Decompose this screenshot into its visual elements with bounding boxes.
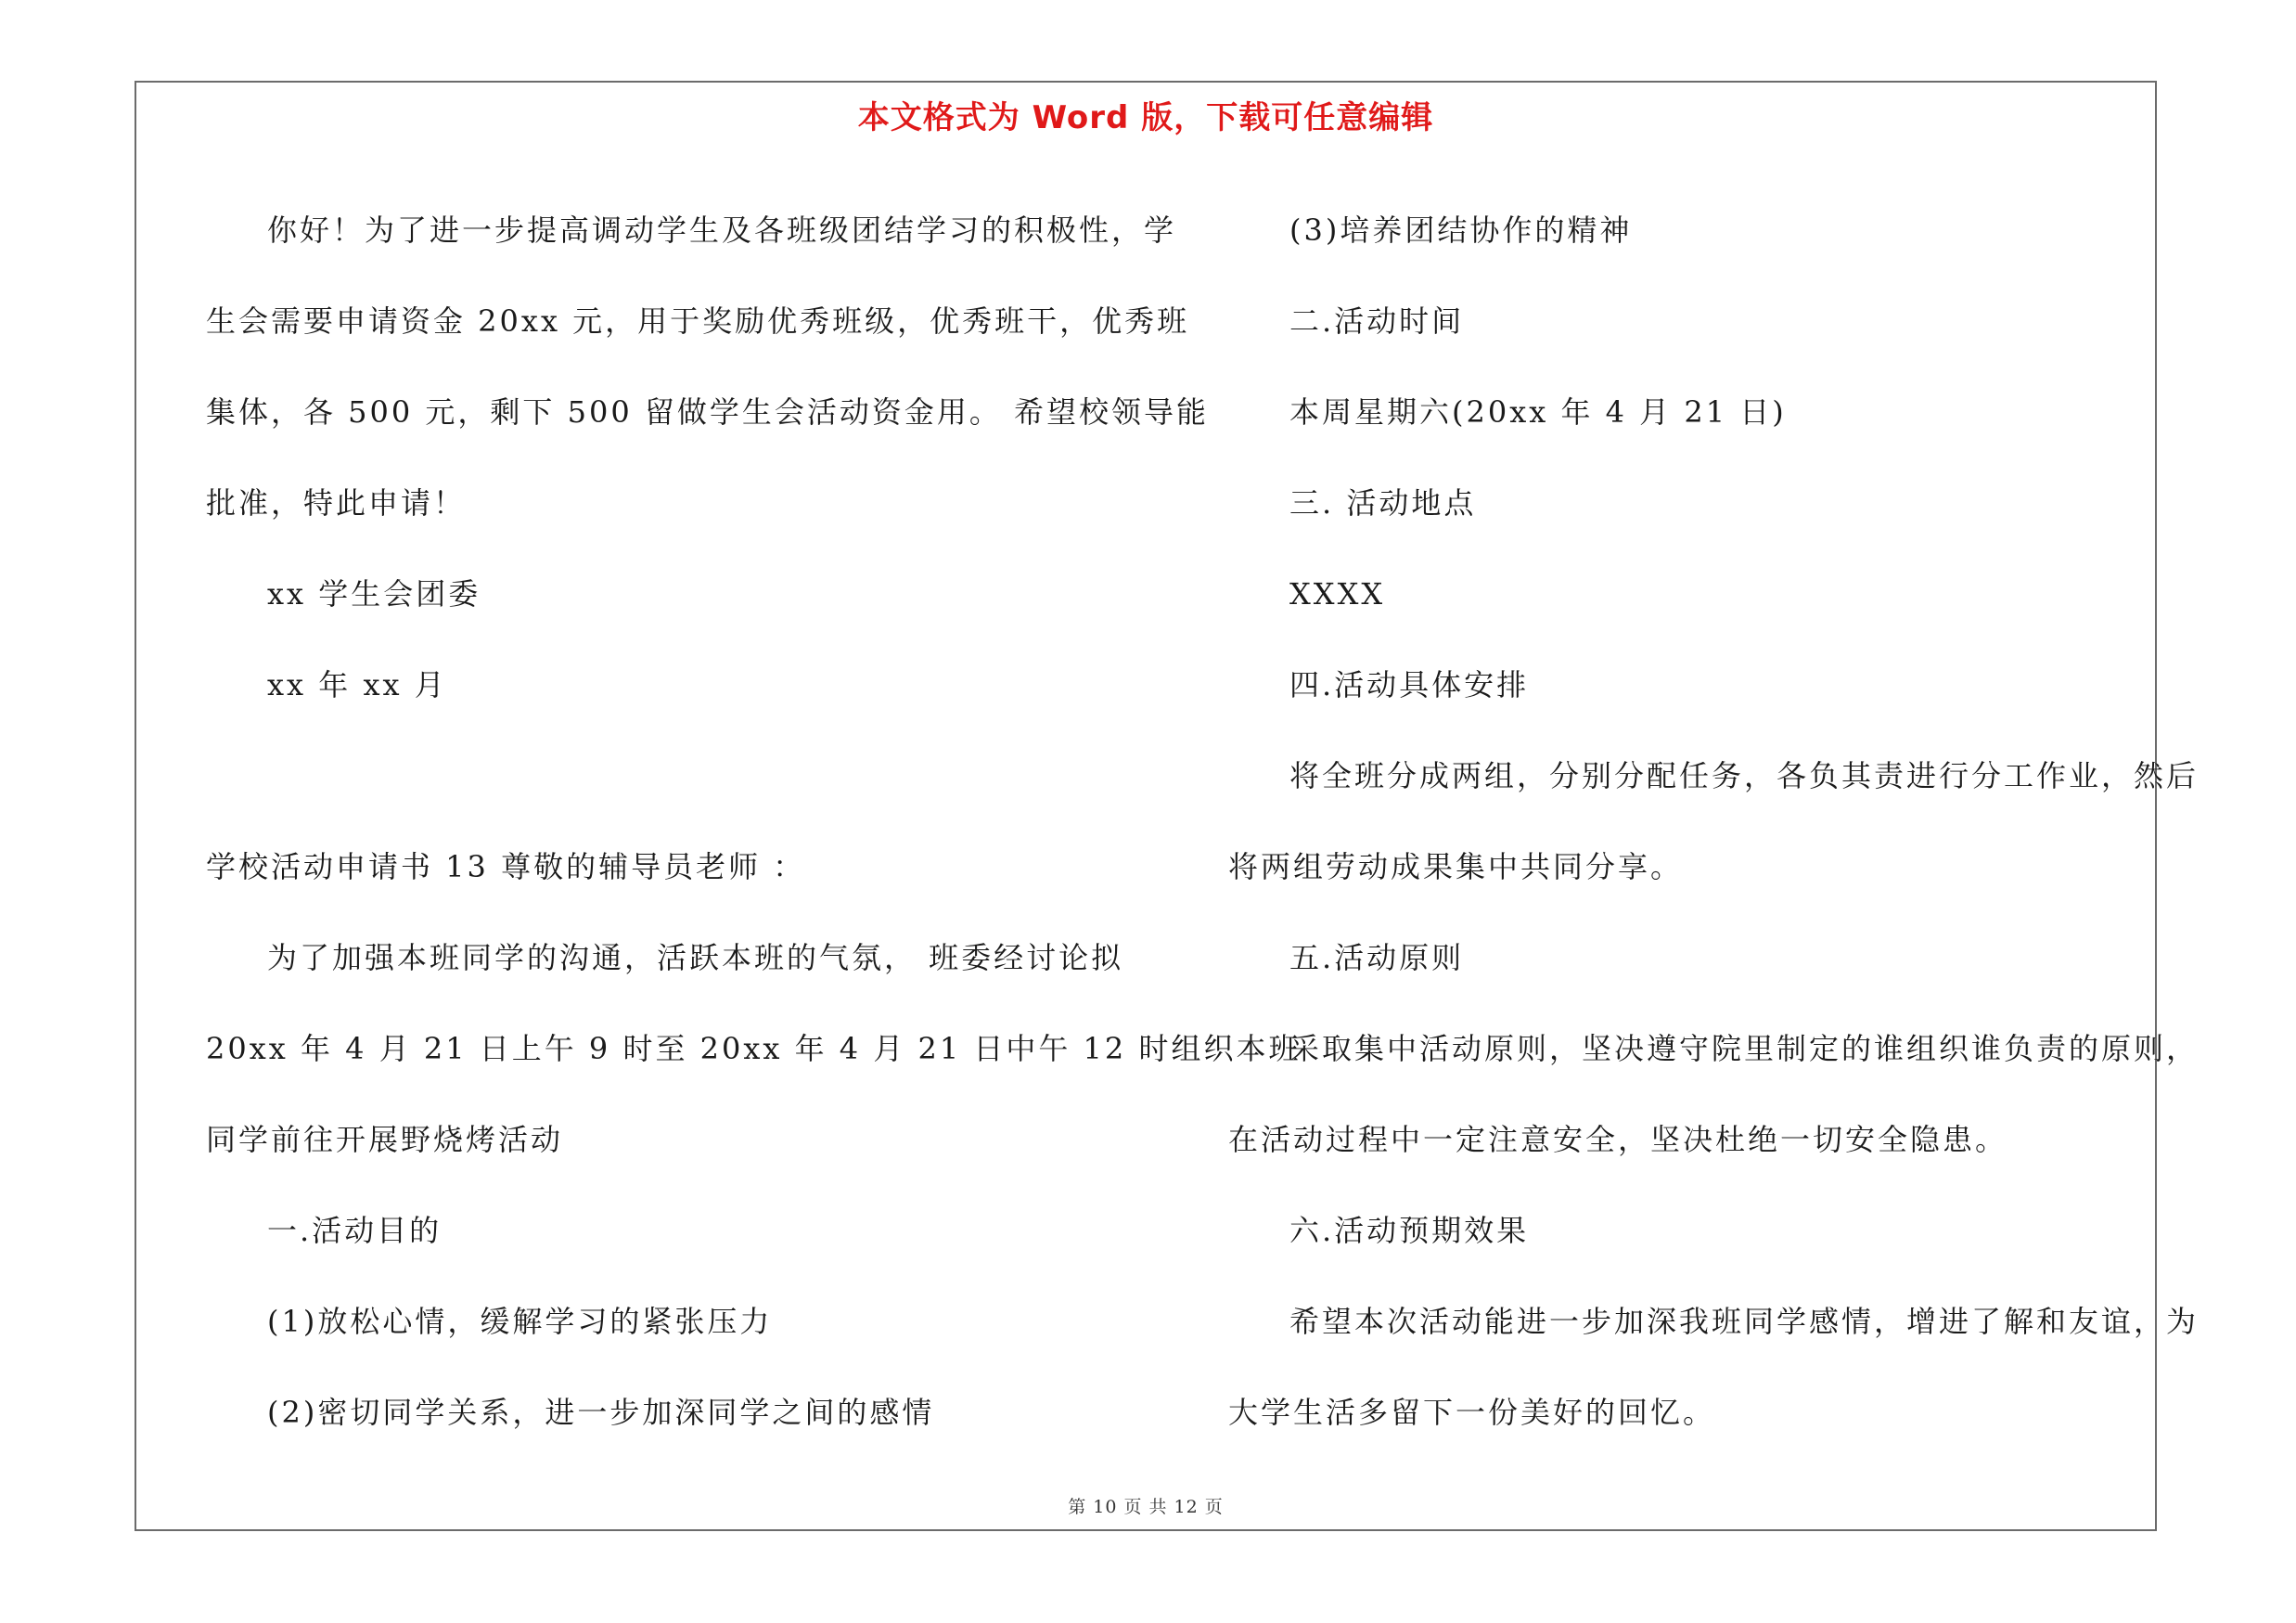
left-text-column <box>206 185 1302 1458</box>
right-text-column <box>1228 185 2200 1458</box>
paragraph-line: 将两组劳动成果集中共同分享。 <box>1228 849 1684 884</box>
paragraph-line: 大学生活多留下一份美好的回忆。 <box>1228 1395 1716 1430</box>
section-heading: 五.活动原则 <box>1289 940 1465 975</box>
paragraph-line: 你好！为了进一步提高调动学生及各班级团结学习的积极性，学 <box>267 213 1177 248</box>
paragraph-line: 生会需要申请资金 20xx 元，用于奖励优秀班级，优秀班干，优秀班 <box>206 303 1190 339</box>
paragraph-line: XXXX <box>1289 576 1386 612</box>
paragraph-line: 将全班分成两组，分别分配任务，各负其责进行分工作业，然后 <box>1289 758 2200 793</box>
section-heading: 三. 活动地点 <box>1289 485 1477 521</box>
section-heading: 二.活动时间 <box>1289 303 1465 339</box>
section-heading: 四.活动具体安排 <box>1289 667 1530 702</box>
list-item: (2)密切同学关系，进一步加深同学之间的感情 <box>267 1395 935 1430</box>
list-item: (1)放松心情，缓解学习的紧张压力 <box>267 1304 773 1339</box>
paragraph-line: 采取集中活动原则，坚决遵守院里制定的谁组织谁负责的原则， <box>1289 1031 2200 1066</box>
paragraph-line: 本周星期六(20xx 年 4 月 21 日) <box>1289 394 1787 430</box>
section-heading: 六.活动预期效果 <box>1289 1213 1530 1248</box>
paragraph-line: 希望本次活动能进一步加深我班同学感情，增进了解和友谊，为 <box>1289 1304 2200 1339</box>
format-notice-banner: 本文格式为 Word 版，下载可任意编辑 <box>857 99 1434 136</box>
paragraph-line: 同学前往开展野烧烤活动 <box>206 1122 564 1157</box>
paragraph-line: 集体，各 500 元，剩下 500 留做学生会活动资金用。 希望校领导能 <box>206 394 1210 430</box>
paragraph-line: 在活动过程中一定注意安全，坚决杜绝一切安全隐患。 <box>1228 1122 2008 1157</box>
paragraph-line: 为了加强本班同学的沟通，活跃本班的气氛， 班委经讨论拟 <box>267 940 1124 975</box>
section-heading: 一.活动目的 <box>267 1213 443 1248</box>
signature-org: xx 学生会团委 <box>267 576 481 612</box>
list-item: (3)培养团结协作的精神 <box>1289 213 1633 248</box>
page-number-footer: 第 10 页 共 12 页 <box>1068 1497 1224 1517</box>
document-heading: 学校活动申请书 13 尊敬的辅导员老师 ： <box>206 849 806 884</box>
document-page <box>135 81 2200 1531</box>
paragraph-line: 20xx 年 4 月 21 日上午 9 时至 20xx 年 4 月 21 日中午 12 时组织本班 <box>206 1031 1302 1066</box>
signature-date: xx 年 xx 月 <box>267 667 447 702</box>
blank-line <box>206 730 1124 821</box>
paragraph-line: 批准，特此申请！ <box>206 485 467 521</box>
